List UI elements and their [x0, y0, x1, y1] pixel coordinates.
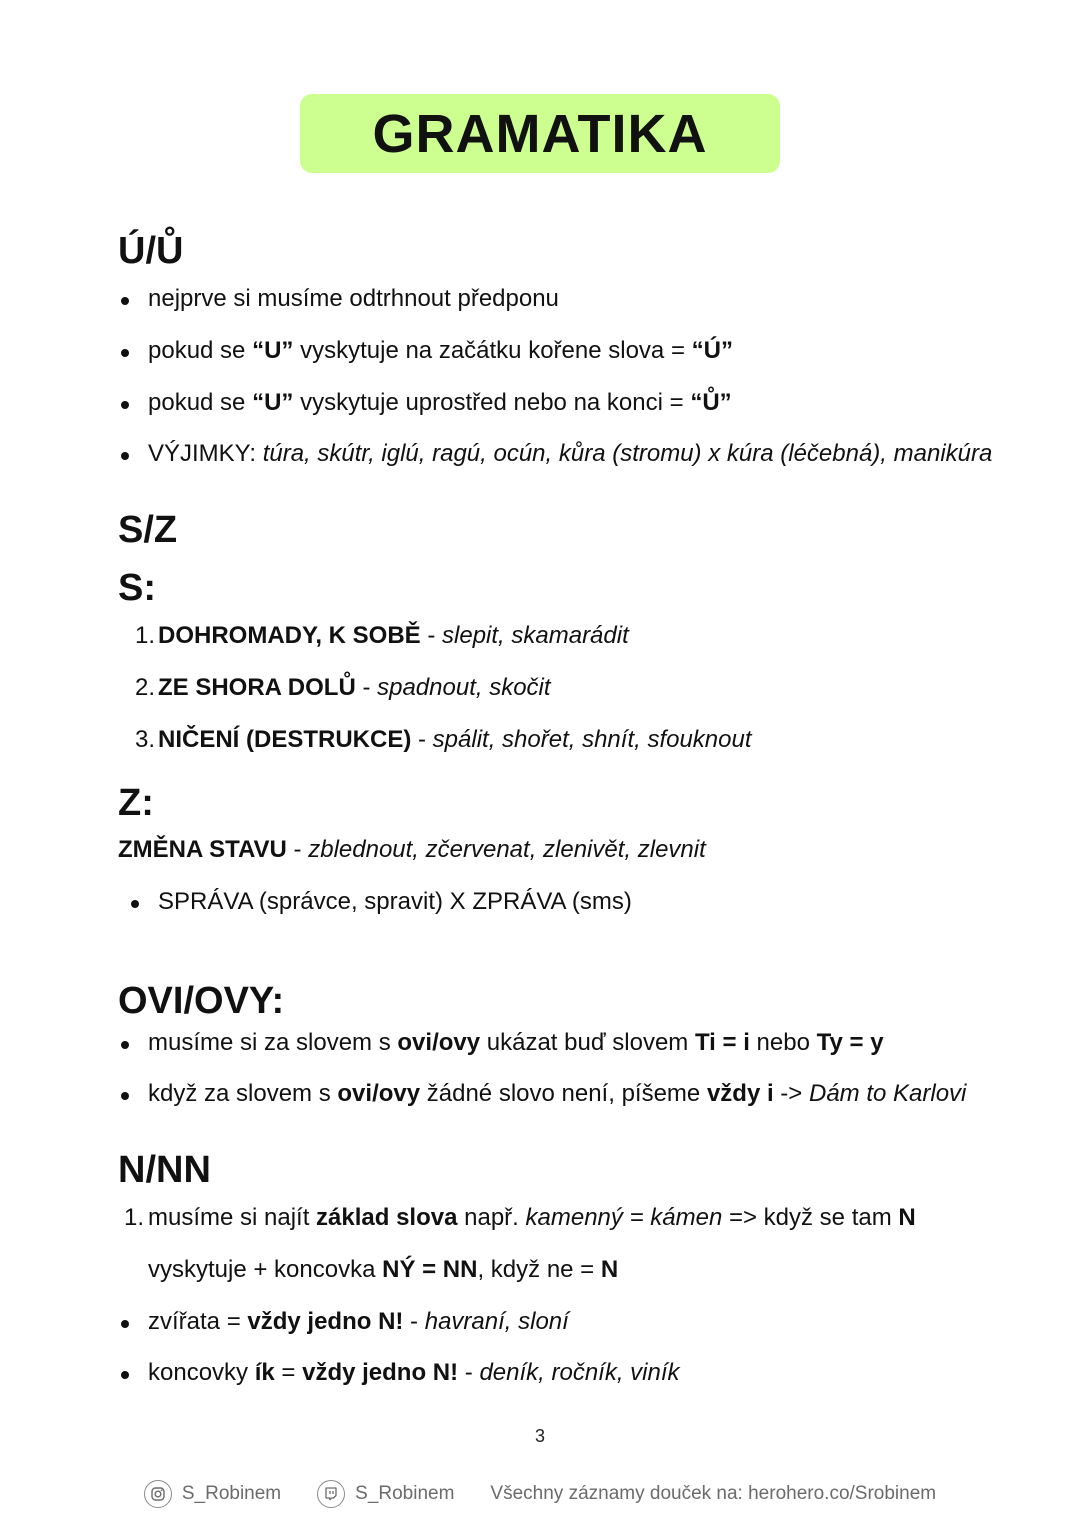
heading-nn: N/NN: [118, 1149, 211, 1191]
heading-uu: Ú/Ů: [118, 230, 184, 272]
list-item: NIČENÍ (DESTRUKCE) - spálit, shořet, shnít, sfouknout: [158, 726, 752, 753]
z-rule: ZMĚNA STAVU - zblednout, zčervenat, zlenivět, zlevnit: [118, 836, 706, 863]
twitch-handle[interactable]: S_Robinem: [355, 1483, 455, 1504]
heading-ovi: OVI/OVY:: [118, 980, 285, 1022]
list-number: 2.: [135, 674, 156, 701]
footer-link-text[interactable]: Všechny záznamy douček na: herohero.co/Srobinem: [490, 1483, 937, 1504]
heading-sz: S/Z: [118, 509, 178, 551]
list-item: SPRÁVA (správce, spravit) X ZPRÁVA (sms): [158, 888, 632, 915]
list-item: pokud se “U” vyskytuje uprostřed nebo na konci = “Ů”: [148, 389, 732, 416]
list-item: musíme si za slovem s ovi/ovy ukázat buď slovem Ti = i nebo Ty = y: [148, 1029, 884, 1056]
list-item: VÝJIMKY: túra, skútr, iglú, ragú, ocún, kůra (stromu) x kúra (léčebná), manikúra: [148, 440, 993, 467]
list-item: pokud se “U” vyskytuje na začátku kořene slova = “Ú”: [148, 337, 733, 364]
twitch-icon: [317, 1480, 345, 1508]
list-item: musíme si najít základ slova např. kamenný = kámen => když se tam N: [148, 1204, 916, 1231]
list-number: 3.: [135, 726, 156, 753]
footer: [0, 1480, 1080, 1508]
list-number: 1.: [124, 1204, 145, 1231]
page-title: GRAMATIKA: [372, 103, 708, 164]
list-number: 1.: [135, 622, 156, 649]
instagram-handle[interactable]: S_Robinem: [181, 1483, 282, 1504]
list-item: ZE SHORA DOLŮ - spadnout, skočit: [158, 674, 551, 701]
title-banner: [300, 94, 780, 173]
heading-s: S:: [118, 567, 156, 609]
list-item: nejprve si musíme odtrhnout předponu: [148, 285, 559, 312]
list-item: zvířata = vždy jedno N! - havraní, sloní: [148, 1308, 569, 1335]
instagram-icon: [144, 1480, 172, 1508]
list-item: když za slovem s ovi/ovy žádné slovo není, píšeme vždy i -> Dám to Karlovi: [148, 1080, 967, 1107]
page-number: 3: [534, 1426, 545, 1446]
list-item-continued: vyskytuje + koncovka NÝ = NN, když ne = N: [148, 1256, 619, 1283]
list-item: DOHROMADY, K SOBĚ - slepit, skamarádit: [158, 622, 629, 649]
list-item: koncovky ík = vždy jedno N! - deník, ročník, viník: [148, 1359, 680, 1386]
heading-z: Z:: [118, 782, 154, 824]
